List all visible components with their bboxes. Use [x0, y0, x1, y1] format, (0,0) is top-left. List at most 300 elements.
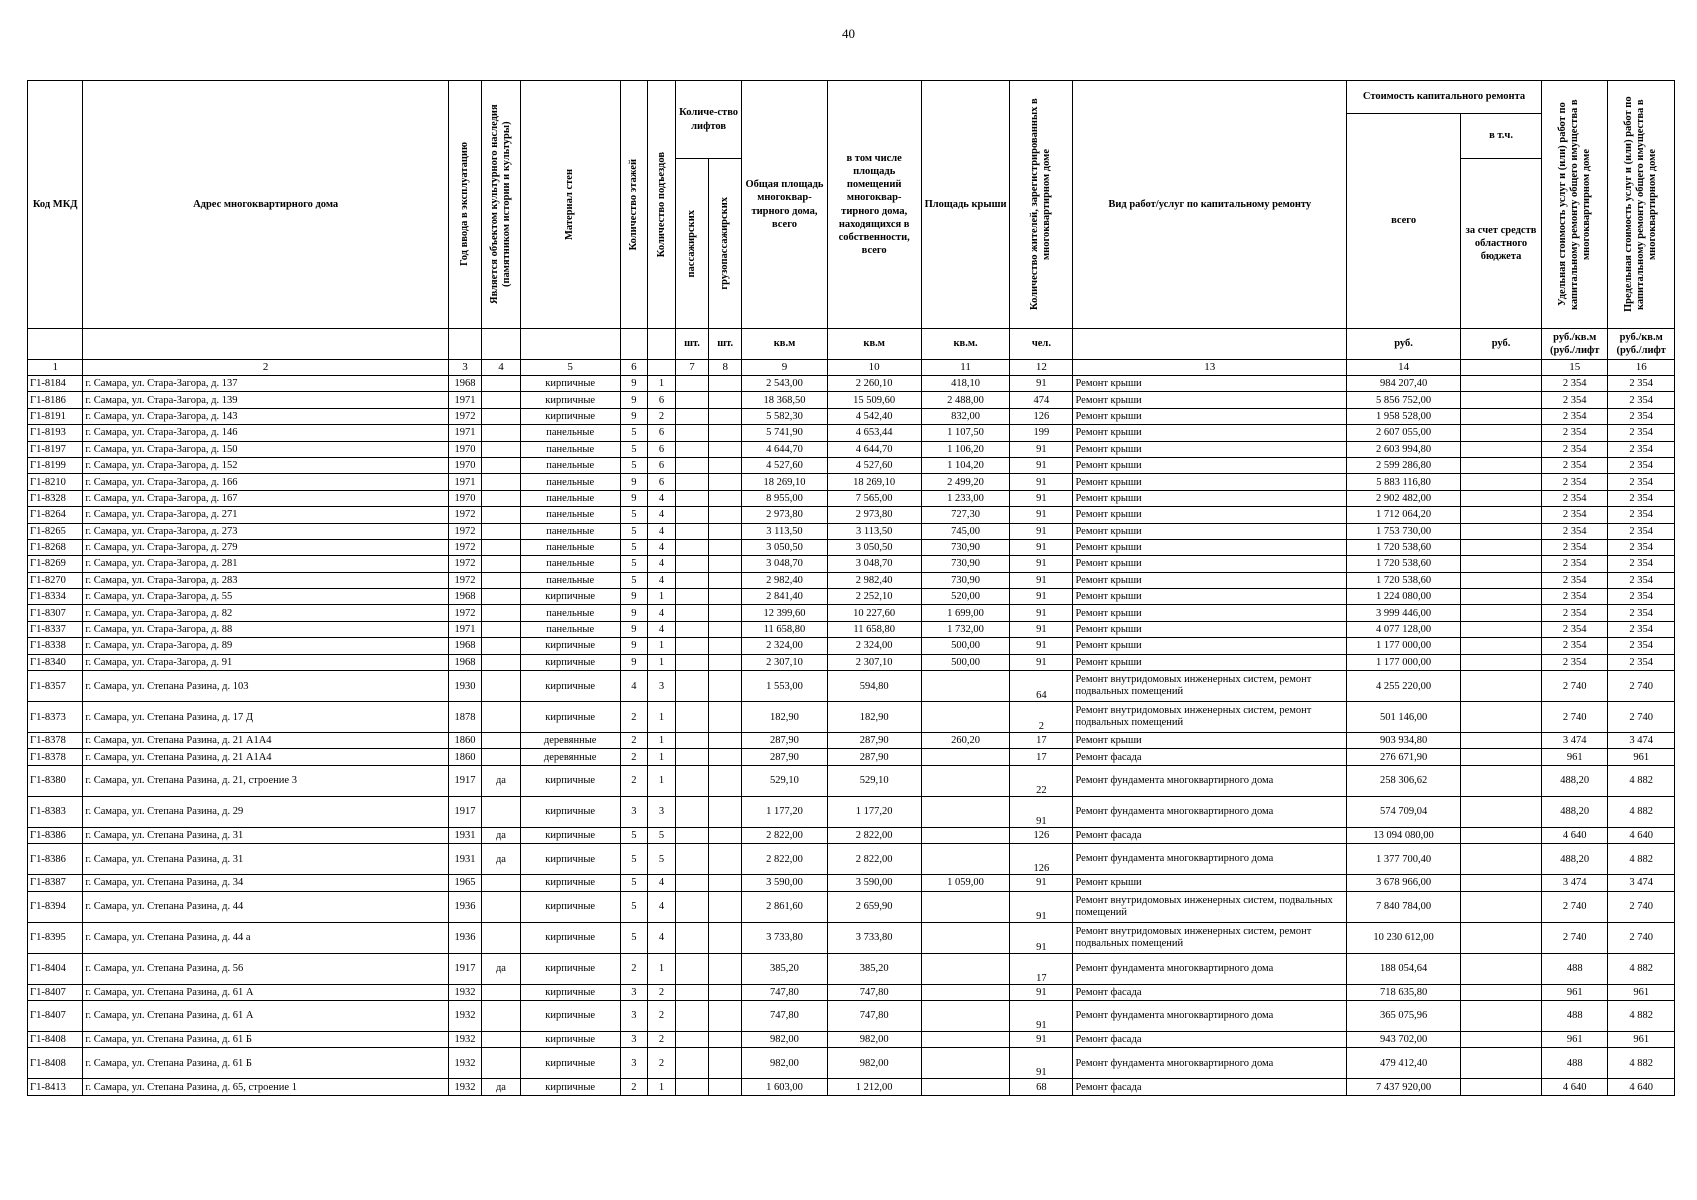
- cell-lifts-cargo: [709, 539, 742, 555]
- table-row: [28, 457, 1675, 473]
- cell-lifts-pass: [675, 507, 708, 523]
- cell-max-cost: 3 474: [1608, 875, 1675, 891]
- cell-lifts-pass: [675, 572, 708, 588]
- cell-cost-total: 574 709,04: [1347, 796, 1461, 827]
- table-row: [28, 827, 1675, 843]
- cell-lifts-cargo: [709, 523, 742, 539]
- cell-lifts-pass: [675, 556, 708, 572]
- cell-address: г. Самара, ул. Стара-Загора, д. 82: [83, 605, 449, 621]
- cell-year: 1931: [448, 844, 481, 875]
- cell-roof-area: 418,10: [921, 376, 1010, 392]
- unit-residents: чел.: [1010, 329, 1073, 360]
- cell-cost-regional: [1461, 556, 1542, 572]
- cell-cost-total: 2 603 994,80: [1347, 441, 1461, 457]
- cell-owned-area: 2 659,90: [827, 891, 921, 922]
- cell-work: Ремонт фасада: [1073, 984, 1347, 1000]
- cell-cost-regional: [1461, 605, 1542, 621]
- cell-entrances: 4: [648, 539, 676, 555]
- cell-floors: 5: [620, 523, 648, 539]
- cell-lifts-pass: [675, 796, 708, 827]
- cell-year: 1972: [448, 507, 481, 523]
- cell-max-cost: 2 354: [1608, 556, 1675, 572]
- cell-floors: 5: [620, 922, 648, 953]
- cell-year: 1972: [448, 408, 481, 424]
- cell-cost-regional: [1461, 1000, 1542, 1031]
- cell-lifts-cargo: [709, 891, 742, 922]
- cell-heritage: [482, 671, 521, 702]
- cell-residents: 91: [1010, 638, 1073, 654]
- header-code: Код МКД: [28, 81, 83, 329]
- cell-lifts-pass: [675, 875, 708, 891]
- cell-max-cost: 4 882: [1608, 1048, 1675, 1079]
- cell-residents: 91: [1010, 490, 1073, 506]
- cell-address: г. Самара, ул. Степана Разина, д. 61 Б: [83, 1048, 449, 1079]
- table-row: [28, 749, 1675, 765]
- cell-residents: 91: [1010, 654, 1073, 670]
- cell-year: 1971: [448, 392, 481, 408]
- cell-code: Г1-8386: [28, 827, 83, 843]
- cell-address: г. Самара, ул. Стара-Загора, д. 152: [83, 457, 449, 473]
- header-lifts-cargo: грузопассажирских: [709, 159, 742, 329]
- cell-entrances: 4: [648, 621, 676, 637]
- cell-cost-total: 943 702,00: [1347, 1031, 1461, 1047]
- cell-walls: панельные: [520, 441, 620, 457]
- cell-cost-regional: [1461, 408, 1542, 424]
- cell-lifts-cargo: [709, 441, 742, 457]
- cell-lifts-cargo: [709, 408, 742, 424]
- cell-cost-total: 4 077 128,00: [1347, 621, 1461, 637]
- cell-max-cost: 2 354: [1608, 638, 1675, 654]
- cell-cost-regional: [1461, 827, 1542, 843]
- cell-floors: 9: [620, 638, 648, 654]
- table-row: [28, 605, 1675, 621]
- cell-heritage: [482, 425, 521, 441]
- cell-year: 1971: [448, 425, 481, 441]
- cell-residents: 126: [1010, 827, 1073, 843]
- cell-roof-area: [921, 671, 1010, 702]
- cell-unit-cost: 488: [1541, 953, 1607, 984]
- cell-lifts-pass: [675, 589, 708, 605]
- cell-lifts-cargo: [709, 875, 742, 891]
- table-row: [28, 953, 1675, 984]
- cell-cost-regional: [1461, 844, 1542, 875]
- table-row: [28, 523, 1675, 539]
- cell-entrances: 1: [648, 589, 676, 605]
- cell-code: Г1-8191: [28, 408, 83, 424]
- cell-lifts-cargo: [709, 605, 742, 621]
- cell-total-area: 18 368,50: [742, 392, 827, 408]
- cell-year: 1932: [448, 1031, 481, 1047]
- cell-cost-total: 7 840 784,00: [1347, 891, 1461, 922]
- cell-heritage: [482, 507, 521, 523]
- table-row: [28, 844, 1675, 875]
- column-number: 14: [1347, 360, 1461, 376]
- cell-lifts-cargo: [709, 474, 742, 490]
- cell-address: г. Самара, ул. Стара-Загора, д. 55: [83, 589, 449, 605]
- cell-year: 1970: [448, 457, 481, 473]
- cell-owned-area: 287,90: [827, 733, 921, 749]
- table-row: [28, 572, 1675, 588]
- cell-heritage: [482, 891, 521, 922]
- cell-owned-area: 4 644,70: [827, 441, 921, 457]
- cell-cost-regional: [1461, 765, 1542, 796]
- cell-work: Ремонт фасада: [1073, 1079, 1347, 1095]
- cell-heritage: [482, 984, 521, 1000]
- table-row: [28, 589, 1675, 605]
- header-unit-cost: Удельная стоимость услуг и (или) работ по капитальному ремонту общего имущества в многоквартирном доме: [1541, 81, 1607, 329]
- cell-lifts-pass: [675, 490, 708, 506]
- cell-floors: 2: [620, 1079, 648, 1095]
- units-row: [28, 329, 1675, 360]
- cell-lifts-pass: [675, 408, 708, 424]
- cell-code: Г1-8380: [28, 765, 83, 796]
- cell-owned-area: 3 050,50: [827, 539, 921, 555]
- unit-cost-regional: руб.: [1461, 329, 1542, 360]
- cell-roof-area: [921, 749, 1010, 765]
- header-residents: Количество жителей, зарегистрированных в многоквартирном доме: [1010, 81, 1073, 329]
- header-floors: Количество этажей: [620, 81, 648, 329]
- cell-cost-regional: [1461, 621, 1542, 637]
- cell-lifts-pass: [675, 953, 708, 984]
- column-number: 7: [675, 360, 708, 376]
- table-row: [28, 441, 1675, 457]
- cell-entrances: 1: [648, 953, 676, 984]
- cell-entrances: 3: [648, 796, 676, 827]
- cell-lifts-cargo: [709, 638, 742, 654]
- cell-roof-area: [921, 796, 1010, 827]
- cell-max-cost: 961: [1608, 1031, 1675, 1047]
- cell-lifts-pass: [675, 654, 708, 670]
- cell-code: Г1-8378: [28, 749, 83, 765]
- cell-unit-cost: 488: [1541, 1048, 1607, 1079]
- cell-total-area: 8 955,00: [742, 490, 827, 506]
- cell-max-cost: 4 882: [1608, 953, 1675, 984]
- cell-floors: 4: [620, 671, 648, 702]
- cell-lifts-cargo: [709, 425, 742, 441]
- cell-work: Ремонт крыши: [1073, 490, 1347, 506]
- cell-year: 1860: [448, 733, 481, 749]
- cell-cost-regional: [1461, 638, 1542, 654]
- cell-roof-area: 2 499,20: [921, 474, 1010, 490]
- cell-cost-total: 3 999 446,00: [1347, 605, 1461, 621]
- cell-code: Г1-8394: [28, 891, 83, 922]
- cell-residents: 2: [1010, 702, 1073, 733]
- cell-code: Г1-8340: [28, 654, 83, 670]
- cell-year: 1972: [448, 539, 481, 555]
- cell-address: г. Самара, ул. Степана Разина, д. 17 Д: [83, 702, 449, 733]
- cell-lifts-pass: [675, 1048, 708, 1079]
- cell-address: г. Самара, ул. Степана Разина, д. 103: [83, 671, 449, 702]
- cell-code: Г1-8337: [28, 621, 83, 637]
- cell-owned-area: 2 307,10: [827, 654, 921, 670]
- cell-walls: деревянные: [520, 733, 620, 749]
- cell-code: Г1-8395: [28, 922, 83, 953]
- cell-cost-regional: [1461, 953, 1542, 984]
- cell-walls: кирпичные: [520, 875, 620, 891]
- cell-walls: панельные: [520, 572, 620, 588]
- cell-address: г. Самара, ул. Степана Разина, д. 56: [83, 953, 449, 984]
- cell-code: Г1-8357: [28, 671, 83, 702]
- cell-roof-area: [921, 702, 1010, 733]
- cell-cost-regional: [1461, 490, 1542, 506]
- cell-owned-area: 982,00: [827, 1048, 921, 1079]
- cell-unit-cost: 2 354: [1541, 376, 1607, 392]
- column-number: 15: [1541, 360, 1607, 376]
- cell-address: г. Самара, ул. Стара-Загора, д. 271: [83, 507, 449, 523]
- cell-roof-area: 1 107,50: [921, 425, 1010, 441]
- cell-entrances: 1: [648, 638, 676, 654]
- table-row: [28, 539, 1675, 555]
- cell-heritage: [482, 733, 521, 749]
- cell-code: Г1-8407: [28, 1000, 83, 1031]
- cell-cost-regional: [1461, 891, 1542, 922]
- table-row: [28, 1031, 1675, 1047]
- cell-code: Г1-8210: [28, 474, 83, 490]
- cell-year: 1968: [448, 638, 481, 654]
- cell-entrances: 1: [648, 1079, 676, 1095]
- cell-year: 1968: [448, 589, 481, 605]
- cell-max-cost: 4 882: [1608, 765, 1675, 796]
- cell-entrances: 2: [648, 1031, 676, 1047]
- cell-address: г. Самара, ул. Стара-Загора, д. 273: [83, 523, 449, 539]
- cell-lifts-cargo: [709, 796, 742, 827]
- cell-heritage: да: [482, 953, 521, 984]
- page-number: 40: [842, 26, 855, 41]
- cell-entrances: 4: [648, 922, 676, 953]
- cell-address: г. Самара, ул. Стара-Загора, д. 167: [83, 490, 449, 506]
- cell-unit-cost: 488,20: [1541, 765, 1607, 796]
- cell-floors: 2: [620, 765, 648, 796]
- cell-cost-total: 1 224 080,00: [1347, 589, 1461, 605]
- cell-cost-total: 365 075,96: [1347, 1000, 1461, 1031]
- cell-lifts-pass: [675, 425, 708, 441]
- cell-floors: 5: [620, 844, 648, 875]
- cell-entrances: 4: [648, 556, 676, 572]
- cell-year: 1936: [448, 922, 481, 953]
- cell-work: Ремонт фундамента многоквартирного дома: [1073, 1000, 1347, 1031]
- cell-owned-area: 7 565,00: [827, 490, 921, 506]
- cell-floors: 9: [620, 589, 648, 605]
- cell-max-cost: 4 882: [1608, 1000, 1675, 1031]
- cell-floors: 5: [620, 572, 648, 588]
- cell-code: Г1-8186: [28, 392, 83, 408]
- cell-work: Ремонт крыши: [1073, 572, 1347, 588]
- cell-lifts-cargo: [709, 922, 742, 953]
- cell-heritage: [482, 638, 521, 654]
- cell-walls: кирпичные: [520, 1048, 620, 1079]
- cell-work: Ремонт крыши: [1073, 589, 1347, 605]
- cell-address: г. Самара, ул. Степана Разина, д. 21 А1А4: [83, 749, 449, 765]
- cell-work: Ремонт внутридомовых инженерных систем, подвальных помещений: [1073, 891, 1347, 922]
- cell-lifts-pass: [675, 523, 708, 539]
- cell-address: г. Самара, ул. Стара-Загора, д. 166: [83, 474, 449, 490]
- cell-owned-area: 10 227,60: [827, 605, 921, 621]
- cell-unit-cost: 2 354: [1541, 589, 1607, 605]
- cell-walls: кирпичные: [520, 796, 620, 827]
- cell-max-cost: 2 354: [1608, 654, 1675, 670]
- cell-cost-total: 2 607 055,00: [1347, 425, 1461, 441]
- header-cost-regional: за счет средств областного бюджета: [1461, 159, 1542, 329]
- header-lifts-pass: пассажирских: [675, 159, 708, 329]
- cell-max-cost: 2 740: [1608, 891, 1675, 922]
- cell-floors: 5: [620, 875, 648, 891]
- cell-lifts-cargo: [709, 984, 742, 1000]
- cell-lifts-pass: [675, 376, 708, 392]
- cell-work: Ремонт крыши: [1073, 523, 1347, 539]
- cell-entrances: 5: [648, 844, 676, 875]
- cell-owned-area: 529,10: [827, 765, 921, 796]
- cell-lifts-cargo: [709, 589, 742, 605]
- cell-residents: 91: [1010, 523, 1073, 539]
- cell-max-cost: 2 354: [1608, 523, 1675, 539]
- cell-lifts-pass: [675, 922, 708, 953]
- cell-total-area: 385,20: [742, 953, 827, 984]
- cell-floors: 5: [620, 425, 648, 441]
- cell-residents: 474: [1010, 392, 1073, 408]
- table-row: [28, 392, 1675, 408]
- header-lifts: Количе-ство лифтов: [675, 81, 741, 159]
- header-address: Адрес многоквартирного дома: [83, 81, 449, 329]
- cell-work: Ремонт фундамента многоквартирного дома: [1073, 844, 1347, 875]
- cell-total-area: 982,00: [742, 1031, 827, 1047]
- cell-address: г. Самара, ул. Степана Разина, д. 65, строение 1: [83, 1079, 449, 1095]
- cell-entrances: 1: [648, 654, 676, 670]
- cell-lifts-cargo: [709, 556, 742, 572]
- cell-residents: 91: [1010, 922, 1073, 953]
- cell-address: г. Самара, ул. Степана Разина, д. 29: [83, 796, 449, 827]
- cell-total-area: 1 603,00: [742, 1079, 827, 1095]
- cell-unit-cost: 488: [1541, 1000, 1607, 1031]
- cell-work: Ремонт внутридомовых инженерных систем, ремонт подвальных помещений: [1073, 922, 1347, 953]
- cell-residents: 91: [1010, 1031, 1073, 1047]
- cell-code: Г1-8408: [28, 1048, 83, 1079]
- cell-year: 1970: [448, 441, 481, 457]
- cell-floors: 9: [620, 392, 648, 408]
- cell-floors: 3: [620, 984, 648, 1000]
- column-number: 9: [742, 360, 827, 376]
- cell-unit-cost: 4 640: [1541, 1079, 1607, 1095]
- cell-heritage: [482, 875, 521, 891]
- cell-max-cost: 961: [1608, 749, 1675, 765]
- cell-unit-cost: 2 354: [1541, 572, 1607, 588]
- cell-entrances: 5: [648, 827, 676, 843]
- cell-lifts-cargo: [709, 457, 742, 473]
- cell-total-area: 1 177,20: [742, 796, 827, 827]
- cell-max-cost: 2 354: [1608, 457, 1675, 473]
- cell-unit-cost: 2 354: [1541, 523, 1607, 539]
- cell-floors: 9: [620, 474, 648, 490]
- cell-roof-area: [921, 984, 1010, 1000]
- column-number: [1461, 360, 1542, 376]
- cell-walls: кирпичные: [520, 1000, 620, 1031]
- cell-total-area: 2 841,40: [742, 589, 827, 605]
- cell-residents: 126: [1010, 844, 1073, 875]
- cell-heritage: да: [482, 827, 521, 843]
- cell-cost-total: 258 306,62: [1347, 765, 1461, 796]
- cell-code: Г1-8199: [28, 457, 83, 473]
- cell-owned-area: 18 269,10: [827, 474, 921, 490]
- cell-roof-area: 730,90: [921, 572, 1010, 588]
- cell-lifts-pass: [675, 1000, 708, 1031]
- cell-lifts-cargo: [709, 749, 742, 765]
- cell-year: 1932: [448, 1079, 481, 1095]
- table-row: [28, 733, 1675, 749]
- cell-lifts-cargo: [709, 490, 742, 506]
- cell-cost-regional: [1461, 539, 1542, 555]
- cell-unit-cost: 3 474: [1541, 875, 1607, 891]
- cell-unit-cost: 2 354: [1541, 408, 1607, 424]
- cell-year: 1971: [448, 474, 481, 490]
- cell-residents: 91: [1010, 457, 1073, 473]
- cell-cost-total: 1 177 000,00: [1347, 638, 1461, 654]
- cell-roof-area: 727,30: [921, 507, 1010, 523]
- cell-unit-cost: 2 354: [1541, 556, 1607, 572]
- column-number: 5: [520, 360, 620, 376]
- cell-unit-cost: 961: [1541, 1031, 1607, 1047]
- cell-code: Г1-8268: [28, 539, 83, 555]
- cell-max-cost: 2 740: [1608, 702, 1675, 733]
- cell-floors: 5: [620, 556, 648, 572]
- column-number: 6: [620, 360, 648, 376]
- cell-floors: 9: [620, 621, 648, 637]
- cell-year: 1968: [448, 654, 481, 670]
- cell-cost-total: 5 856 752,00: [1347, 392, 1461, 408]
- cell-floors: 9: [620, 654, 648, 670]
- column-number: 10: [827, 360, 921, 376]
- cell-code: Г1-8383: [28, 796, 83, 827]
- cell-total-area: 2 324,00: [742, 638, 827, 654]
- cell-walls: кирпичные: [520, 891, 620, 922]
- cell-cost-regional: [1461, 392, 1542, 408]
- cell-unit-cost: 4 640: [1541, 827, 1607, 843]
- cell-lifts-pass: [675, 733, 708, 749]
- cell-unit-cost: 2 354: [1541, 621, 1607, 637]
- table-body: [28, 376, 1675, 1096]
- cell-total-area: 18 269,10: [742, 474, 827, 490]
- cell-address: г. Самара, ул. Стара-Загора, д. 137: [83, 376, 449, 392]
- cell-lifts-pass: [675, 671, 708, 702]
- cell-cost-regional: [1461, 749, 1542, 765]
- cell-cost-total: 1 712 064,20: [1347, 507, 1461, 523]
- table-row: [28, 638, 1675, 654]
- cell-heritage: да: [482, 765, 521, 796]
- cell-cost-total: 4 255 220,00: [1347, 671, 1461, 702]
- cell-total-area: 4 527,60: [742, 457, 827, 473]
- column-number: 12: [1010, 360, 1073, 376]
- cell-address: г. Самара, ул. Стара-Загора, д. 88: [83, 621, 449, 637]
- column-number: 2: [83, 360, 449, 376]
- cell-total-area: 287,90: [742, 733, 827, 749]
- cell-entrances: 6: [648, 457, 676, 473]
- cell-roof-area: [921, 1079, 1010, 1095]
- cell-owned-area: 4 653,44: [827, 425, 921, 441]
- cell-code: Г1-8386: [28, 844, 83, 875]
- cell-heritage: [482, 1000, 521, 1031]
- cell-code: Г1-8264: [28, 507, 83, 523]
- cell-code: Г1-8338: [28, 638, 83, 654]
- cell-owned-area: 15 509,60: [827, 392, 921, 408]
- cell-heritage: да: [482, 844, 521, 875]
- cell-max-cost: 3 474: [1608, 733, 1675, 749]
- cell-roof-area: [921, 891, 1010, 922]
- cell-address: г. Самара, ул. Степана Разина, д. 31: [83, 827, 449, 843]
- cell-lifts-pass: [675, 457, 708, 473]
- cell-residents: 17: [1010, 749, 1073, 765]
- cell-heritage: [482, 621, 521, 637]
- cell-work: Ремонт крыши: [1073, 556, 1347, 572]
- cell-address: г. Самара, ул. Стара-Загора, д. 279: [83, 539, 449, 555]
- cell-lifts-pass: [675, 539, 708, 555]
